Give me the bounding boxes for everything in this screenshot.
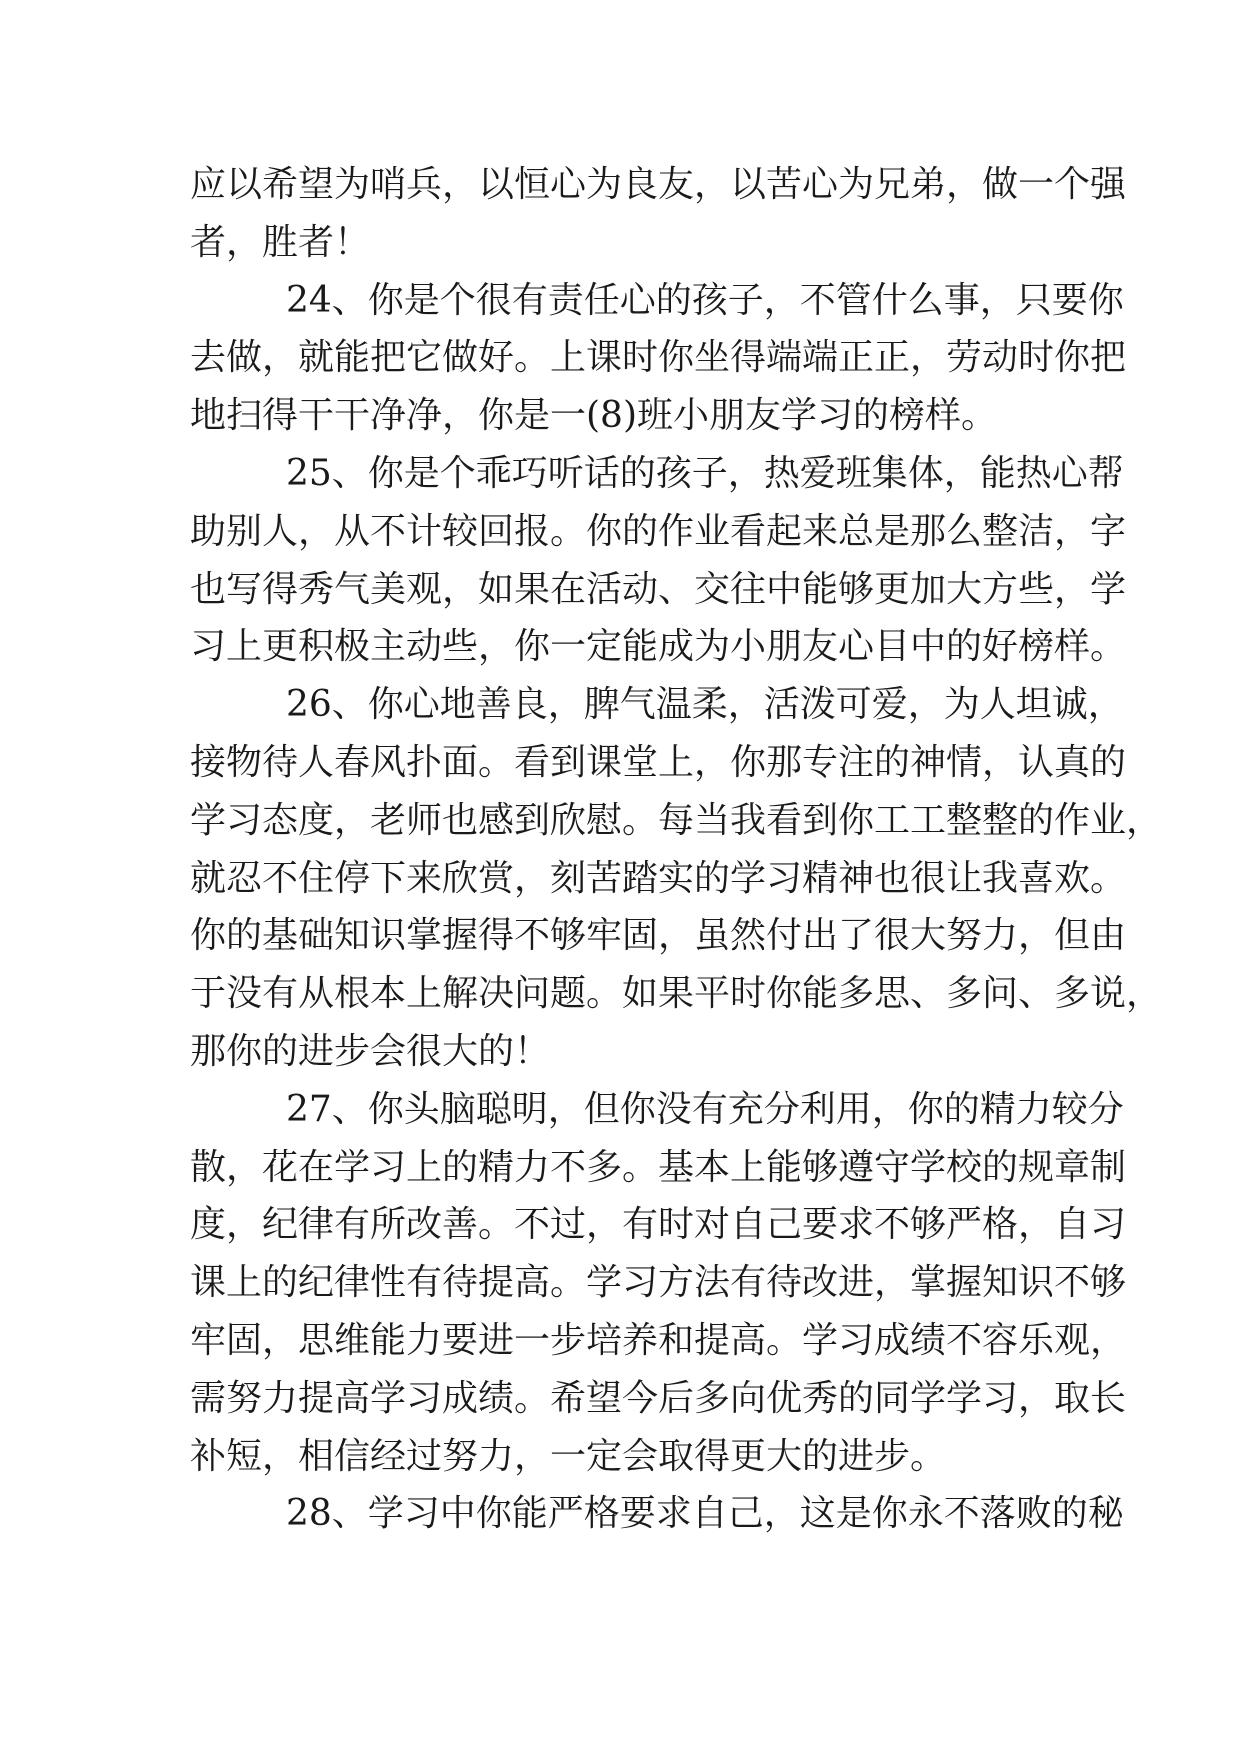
paragraph-start-25: 25、你是个乖巧听话的孩子，热爱班集体，能热心帮 bbox=[286, 452, 1124, 494]
text-line: 接物待人春风扑面。看到课堂上，你那专注的神情，认真的 bbox=[190, 741, 1127, 783]
text-line: 者，胜者！ bbox=[190, 221, 371, 263]
text-line: 助别人，从不计较回报。你的作业看起来总是那么整洁，字 bbox=[190, 510, 1127, 552]
text-line: 课上的纪律性有待提高。学习方法有待改进，掌握知识不够 bbox=[190, 1262, 1127, 1304]
text-line: 补短，相信经过努力，一定会取得更大的进步。 bbox=[190, 1435, 947, 1477]
text-line: 学习态度，老师也感到欣慰。每当我看到你工工整整的作业， bbox=[190, 799, 1163, 841]
text-line: 于没有从根本上解决问题。如果平时你能多思、多问、多说， bbox=[190, 973, 1163, 1015]
text-line: 就忍不住停下来欣赏，刻苦踏实的学习精神也很让我喜欢。 bbox=[190, 857, 1127, 899]
paragraph-start-24: 24、你是个很有责任心的孩子，不管什么事，只要你 bbox=[286, 279, 1124, 321]
text-line: 度，纪律有所改善。不过，有时对自己要求不够严格，自习 bbox=[190, 1204, 1127, 1246]
paragraph-start-27: 27、你头脑聪明，但你没有充分利用，你的精力较分 bbox=[286, 1088, 1124, 1130]
document-body bbox=[190, 156, 1163, 1543]
paragraph-start-28: 28、学习中你能严格要求自己，这是你永不落败的秘 bbox=[286, 1493, 1124, 1535]
text-line: 也写得秀气美观，如果在活动、交往中能够更加大方些，学 bbox=[190, 568, 1127, 610]
text-line: 需努力提高学习成绩。希望今后多向优秀的同学学习，取长 bbox=[190, 1377, 1127, 1419]
text-line: 牢固，思维能力要进一步培养和提高。学习成绩不容乐观， bbox=[190, 1319, 1127, 1361]
text-line: 那你的进步会很大的！ bbox=[190, 1030, 551, 1072]
text-line: 你的基础知识掌握得不够牢固，虽然付出了很大努力，但由 bbox=[190, 915, 1127, 957]
text-line: 应以希望为哨兵，以恒心为良友，以苦心为兄弟，做一个强 bbox=[190, 164, 1127, 205]
paragraph-start-26: 26、你心地善良，脾气温柔，活泼可爱，为人坦诚， bbox=[286, 684, 1124, 726]
text-line: 去做，就能把它做好。上课时你坐得端端正正，劳动时你把 bbox=[190, 337, 1127, 379]
text-line: 散，花在学习上的精力不多。基本上能够遵守学校的规章制 bbox=[190, 1146, 1127, 1188]
text-line: 习上更积极主动些，你一定能成为小朋友心目中的好榜样。 bbox=[190, 626, 1127, 668]
text-line: 地扫得干干净净，你是一(8)班小朋友学习的榜样。 bbox=[190, 395, 997, 437]
